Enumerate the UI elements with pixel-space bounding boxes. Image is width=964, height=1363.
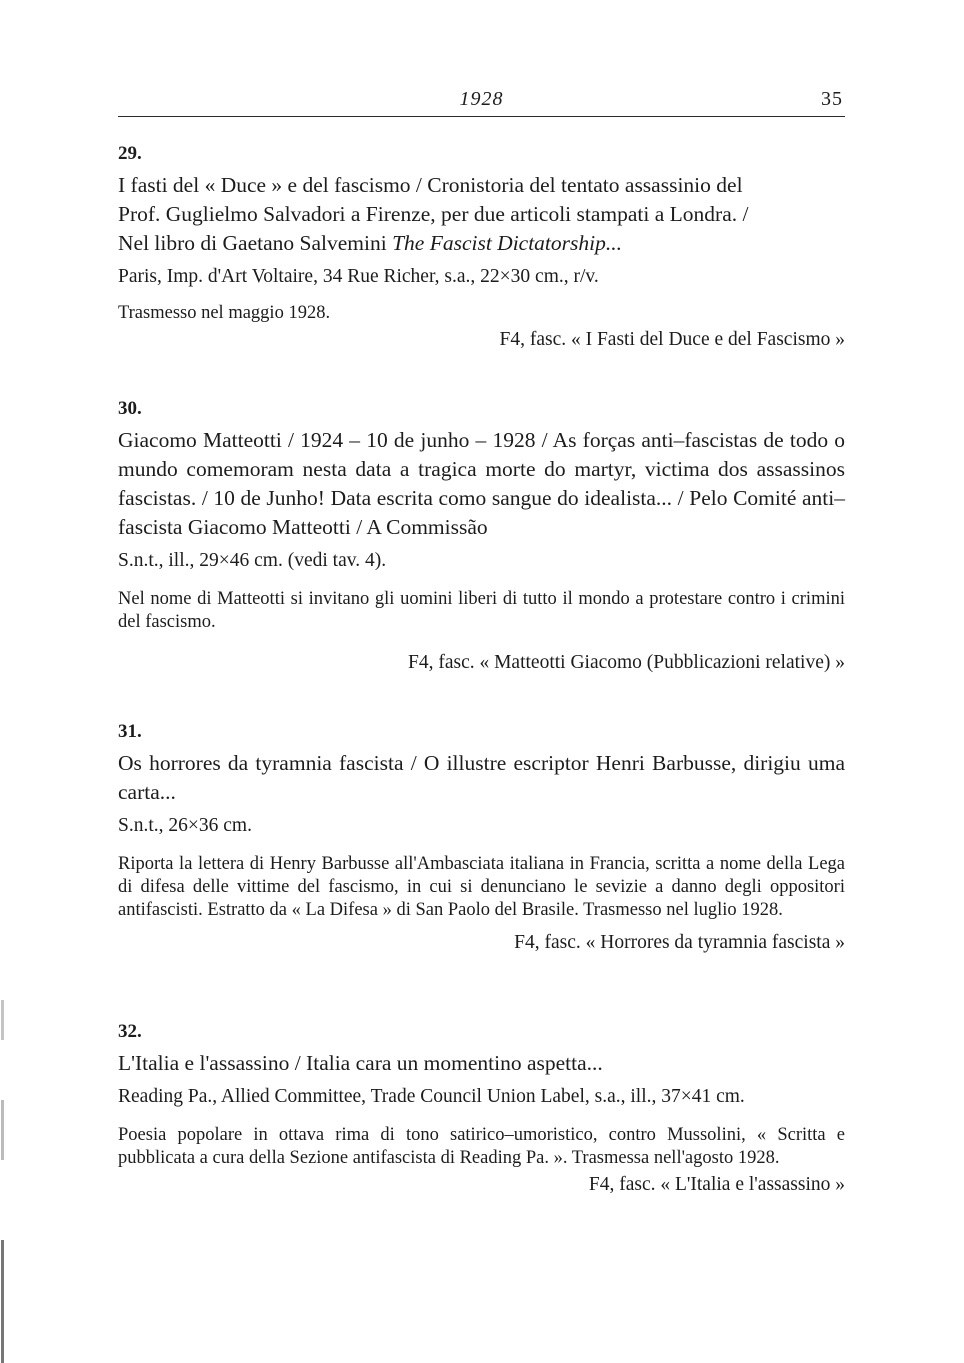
entry-publication: S.n.t., 26×36 cm. — [118, 815, 252, 836]
catalog-entry-29 — [118, 143, 845, 353]
entry-title-italic: The Fascist Dictatorship... — [392, 231, 622, 255]
entry-number: 29. — [118, 143, 142, 164]
page-number: 35 — [821, 88, 843, 110]
entry-title-text: Nel libro di Gaetano Salvemini — [118, 231, 393, 255]
entry-note: Poesia popolare in ottava rima di tono satirico–umoristico, contro Mussolini, « Scritta e pubblicata a cura della Sezione antifascista di Reading Pa. ». Trasmessa nell'agosto 1928. — [118, 1125, 845, 1168]
entry-title — [118, 171, 845, 258]
page-header — [118, 88, 845, 117]
entry-publication: S.n.t., ill., 29×46 cm. (vedi tav. 4). — [118, 550, 387, 571]
entry-title-line: Prof. Guglielmo Salvadori a Firenze, per due articoli stampati a Londra. / — [118, 202, 749, 226]
entry-note: Nel nome di Matteotti si invitano gli uomini liberi di tutto il mondo a protestare contro i crimini del fascismo. — [118, 589, 845, 632]
entry-reference: F4, fasc. « I Fasti del Duce e del Fascismo » — [499, 329, 845, 350]
entry-reference: F4, fasc. « Horrores da tyramnia fascista » — [514, 932, 845, 953]
running-title-year: 1928 — [459, 88, 504, 110]
entry-title-line — [118, 229, 845, 258]
catalog-entry-31 — [118, 721, 845, 956]
entry-reference: F4, fasc. « Matteotti Giacomo (Pubblicazioni relative) » — [407, 652, 845, 673]
entry-title: L'Italia e l'assassino / Italia cara un momentino aspetta... — [118, 1051, 603, 1075]
entry-title: Os horrores da tyramnia fascista / O illustre escriptor Henri Barbusse, dirigiu uma carta... — [118, 751, 845, 804]
entry-note: Trasmesso nel maggio 1928. — [118, 303, 331, 323]
entry-number: 31. — [118, 721, 142, 742]
entry-publication: Reading Pa., Allied Committee, Trade Council Union Label, s.a., ill., 37×41 cm. — [118, 1086, 745, 1107]
entry-number: 32. — [118, 1021, 142, 1042]
catalog-entry-32 — [118, 1021, 845, 1198]
entry-title: Giacomo Matteotti / 1924 – 10 de junho – 1928 / As forças anti–fascistas de todo o mundo comemoram nesta data a tragica morte do martyr, victima dos assassinos fascistas. / 10 de Junho! Data escrita como sangue do idealista... / Pelo Comité anti–fascista Giacomo Matteotti / A Commissão — [118, 428, 845, 539]
scan-binding-edge — [0, 860, 6, 1363]
entry-reference: F4, fasc. « L'Italia e l'assassino » — [588, 1174, 845, 1195]
catalog-entry-30 — [118, 398, 845, 676]
entry-number: 30. — [118, 398, 142, 419]
entry-note: Riporta la lettera di Henry Barbusse all'Ambasciata italiana in Francia, scritta a nome della Lega di difesa delle vittime del fascismo, in cui si denunciano le sevizie a danno degli oppositori antifascisti. Estratto da « La Difesa » di San Paolo del Brasile. Trasmesso nel luglio 1928. — [118, 854, 845, 920]
entry-publication: Paris, Imp. d'Art Voltaire, 34 Rue Richer, s.a., 22×30 cm., r/v. — [118, 266, 599, 287]
entry-title-line: I fasti del « Duce » e del fascismo / Cronistoria del tentato assassinio del — [118, 173, 743, 197]
